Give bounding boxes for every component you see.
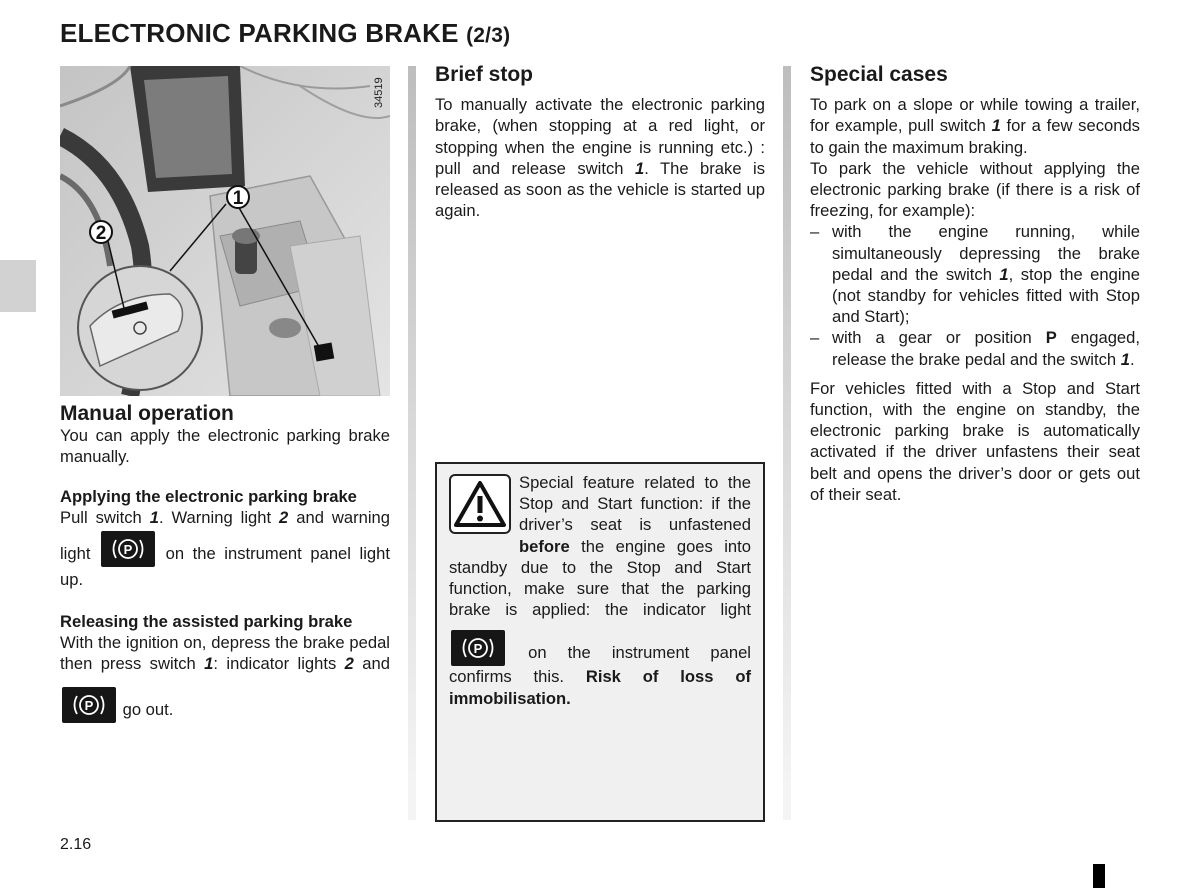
release-text-2: : indicator lights [213,654,345,674]
switch-number: 1 [634,158,645,178]
list-item-text-3: . [1129,349,1135,369]
special-paragraph-1 [810,94,1140,158]
console-drawing [60,66,390,396]
parking-brake-light-icon [451,630,505,666]
gear-position-p: P [1045,328,1057,348]
svg-text:P: P [123,541,133,557]
page-title [60,18,510,49]
list-item-text-2: , stop the engine (not standby for vehicles fitted with Stop and Start); [832,264,1140,327]
svg-text:P: P [473,641,483,657]
special-p1-text-1: To park on a slope or while towing a trailer, for example, pull switch [810,95,1140,136]
apply-paragraph [60,505,390,593]
release-text-3: and [353,654,390,674]
parking-brake-light-icon [62,687,116,723]
page-number: 2.16 [60,836,92,853]
brief-stop-paragraph [435,94,765,221]
special-p1-text-2: for a few seconds to gain the maximum braking. [810,116,1140,157]
warning-text-3: on the instrument panel confirms this. [449,643,751,687]
special-list [810,221,1140,369]
chapter-tab [0,260,36,312]
manual-operation-section [60,402,390,723]
stop-start-warning-box [435,462,765,822]
column-rule-right [783,66,791,820]
warning-text-2: the engine goes into standby due to the Stop and Start function, make sure that the parking brake is applied: the indicator light [449,536,751,620]
apply-text-2: . Warning light [158,507,280,527]
page-title-sub: (2/3) [466,24,511,47]
page-title-main: ELECTRONIC PARKING BRAKE [60,18,459,48]
column-rule-left [408,66,416,820]
manual-operation-heading: Manual operation [60,402,234,425]
dashboard-illustration [60,66,390,396]
list-item-text-2: engaged, release the brake pedal and the switch [832,328,1140,369]
light-number: 2 [279,507,289,527]
release-paragraph [60,632,390,723]
switch-number: 1 [991,116,1001,136]
brief-stop-text-2: . The brake is released as soon as the vehicle is started up again. [435,158,766,221]
release-heading: Releasing the assisted parking brake [60,611,353,631]
light-number: 2 [344,654,354,674]
list-item-text-1: with the engine running, while simultaneously depressing the brake pedal and the switch [832,222,1140,284]
apply-heading: Applying the electronic parking brake [60,486,357,506]
list-item-text-1: with a gear or position [832,328,1046,348]
apply-text-4: on the instrument panel light up. [60,543,390,589]
special-cases-section [810,63,1140,505]
switch-number: 1 [204,654,214,674]
list-item [810,327,1140,369]
parking-brake-light-icon [101,531,155,567]
switch-number: 1 [1120,349,1130,369]
special-paragraph-2: To park the vehicle without applying the electronic parking brake (if there is a risk of freezing, for example): [810,158,1140,221]
apply-text-3: and warning light [60,507,390,563]
svg-text:P: P [84,697,94,713]
switch-number: 1 [999,264,1009,284]
release-text-1: With the ignition on, depress the brake pedal then press switch [60,632,390,674]
warning-text-1: Special feature related to the Stop and Start function: if the driver’s seat is unfastened [519,473,751,535]
switch-number: 1 [149,507,159,527]
brief-stop-section [435,63,765,221]
brief-stop-heading: Brief stop [435,63,534,86]
special-cases-heading: Special cases [810,63,948,86]
callout-1-label: 1 [232,188,244,209]
manual-intro: You can apply the electronic parking brake manually. [60,426,390,467]
apply-text-1: Pull switch [60,507,150,527]
callout-2-label: 2 [95,223,107,244]
warning-triangle-icon [449,474,511,534]
warning-emphasis-risk: Risk of loss of immobilisation. [449,667,751,708]
list-item [810,221,1140,327]
warning-emphasis-before: before [519,536,570,556]
release-text-4: go out. [118,699,174,719]
special-paragraph-3: For vehicles fitted with a Stop and Start function, with the engine on standby, the electronic parking brake is automatically activated if the driver unfastens their seat belt and opens the driver’s door or gets out of their seat. [810,378,1140,504]
corner-marker [1093,864,1105,888]
figure-ref-code: 34519 [373,77,385,108]
brief-stop-text-1: To manually activate the electronic parking brake, (when stopping at a red light, or stopping when the engine is running etc.) : pull and release switch [435,95,765,178]
